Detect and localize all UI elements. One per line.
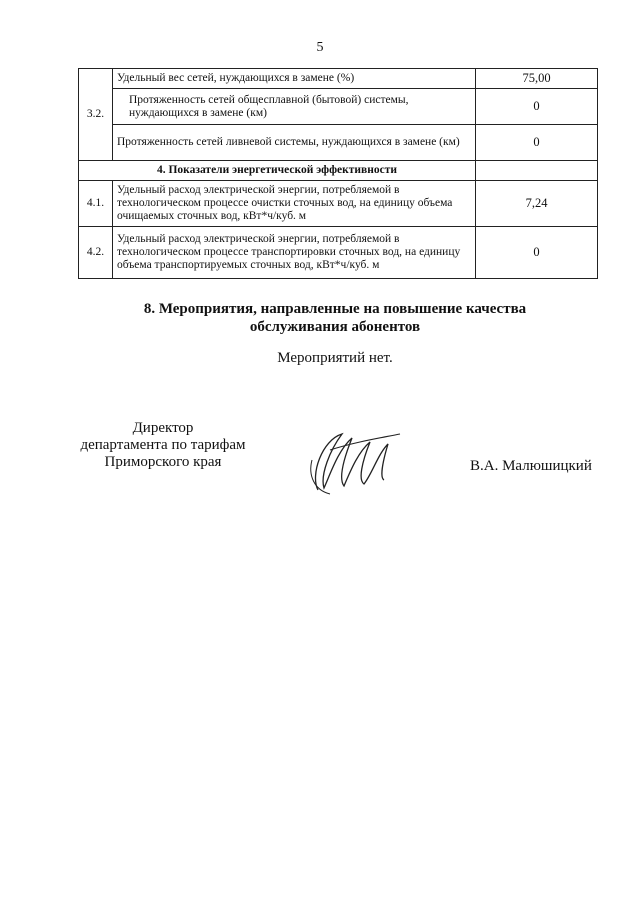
section-8-title-line1: 8. Мероприятия, направленные на повышение качества [143,301,527,317]
row-label: Удельный расход электрической энергии, потребляемой в технологическом процессе транспортировки сточных вод, на единицу объема транспортируемых сточных вод, кВт*ч/куб. м [113,227,476,279]
row-number: 3.2. [79,69,113,161]
signer-title-line3: Приморского края [104,454,222,470]
section-title: 4. Показатели энергетической эффективности [79,161,476,181]
signer-title-line2: департамента по тарифам [80,437,246,453]
row-value: 0 [476,125,598,161]
row-value: 75,00 [476,69,598,89]
page-number: 5 [316,40,324,55]
signer-name: В.А. Малюшицкий [470,458,592,474]
table-row [79,227,598,279]
row-value: 0 [476,227,598,279]
section-8-title-line2: обслуживания абонентов [249,319,421,335]
table-row [79,69,598,89]
indicators-table [78,68,598,279]
signer-title-line1: Директор [132,420,194,436]
row-label: Протяженность сетей общесплавной (бытовой) системы, нуждающихся в замене (км) [113,89,476,125]
section-8-body: Мероприятий нет. [277,350,393,366]
table-row [79,181,598,227]
handwritten-signature [300,420,410,500]
signer-title [70,420,256,471]
empty-cell [476,161,598,181]
row-label: Протяженность сетей ливневой системы, нуждающихся в замене (км) [113,125,476,161]
row-number: 4.2. [79,227,113,279]
row-label: Удельный расход электрической энергии, потребляемой в технологическом процессе очистки сточных вод, на единицу объема очищаемых сточных вод, кВт*ч/куб. м [113,181,476,227]
section-header-row [79,161,598,181]
row-value: 7,24 [476,181,598,227]
table-row [79,125,598,161]
section-8-heading [0,300,640,336]
table-row [79,89,598,125]
row-value: 0 [476,89,598,125]
row-number: 4.1. [79,181,113,227]
row-label: Удельный вес сетей, нуждающихся в замене (%) [113,69,476,89]
